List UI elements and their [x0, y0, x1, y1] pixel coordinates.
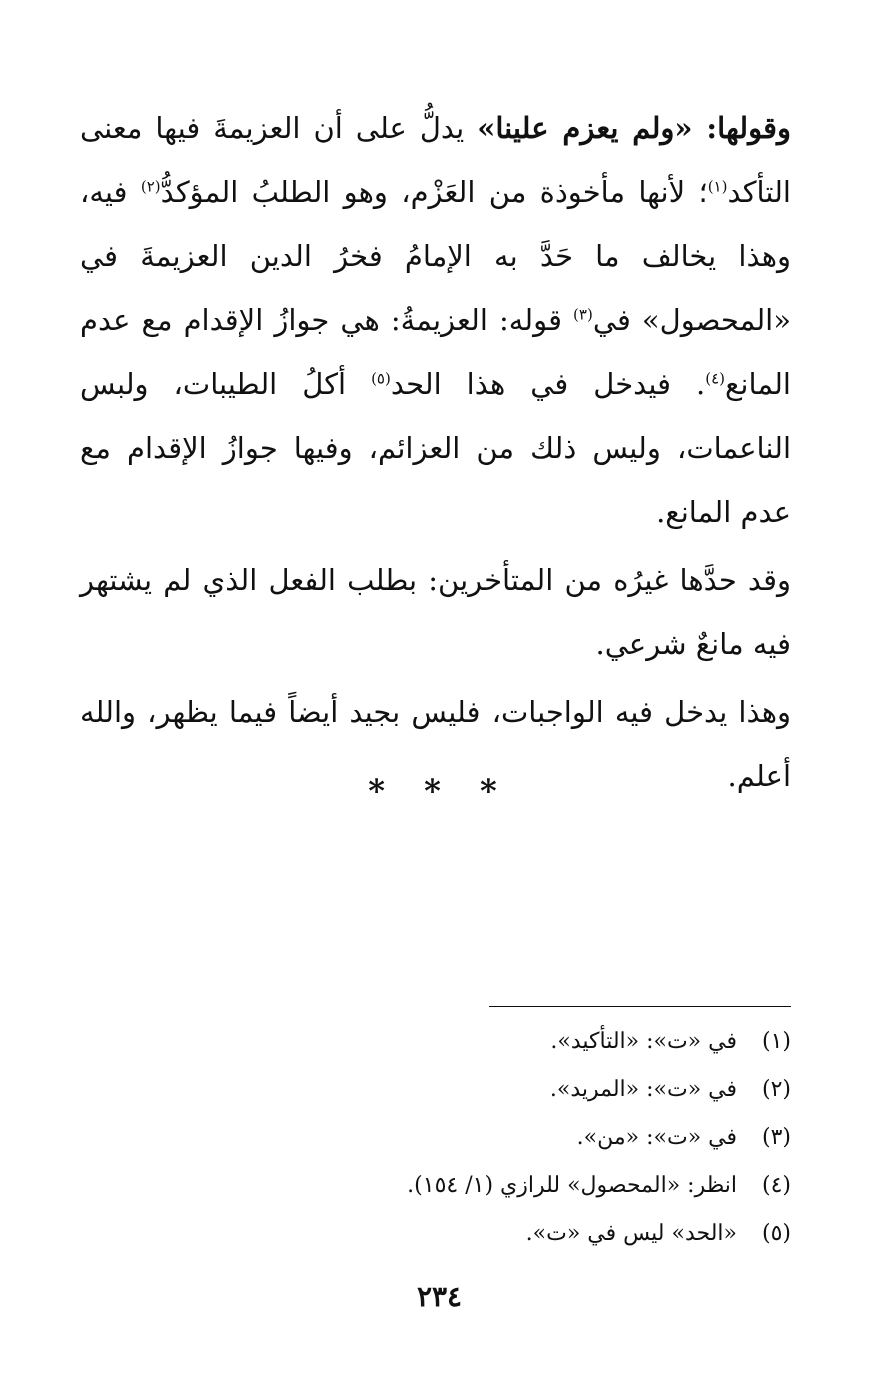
footnote-item: [91, 1018, 791, 1066]
section-divider: * * *: [368, 772, 511, 810]
main-text: [80, 96, 791, 808]
footnote-ref: (١): [707, 177, 728, 196]
text-segment: قوله: العزيمةُ: هي جوازُ الإقدام مع عدم المانع: [80, 303, 791, 401]
footnote-item: [91, 1114, 791, 1162]
paragraph-1: [80, 96, 791, 544]
footnote-number: (٥): [761, 1221, 791, 1246]
footnote-text: في «ت»: «من».: [576, 1125, 737, 1150]
footnote-ref: (٥): [371, 369, 391, 388]
footnote-item: [91, 1210, 791, 1258]
text-segment: وهذا يدخل فيه الواجبات، فليس بجيد أيضاً فيما يظهر، والله أعلم.: [80, 695, 791, 793]
footnote-text: «الحد» ليس في «ت».: [525, 1221, 737, 1246]
text-segment: أكلُ الطيبات، ولبس الناعمات، وليس ذلك من العزائم، وفيها جوازُ الإقدام مع عدم المانع.: [80, 367, 791, 529]
footnote-item: [91, 1066, 791, 1114]
footnote-ref: (٤): [705, 369, 725, 388]
text-segment: يدلُّ على أن العزيمةَ فيها معنى التأكد: [80, 111, 791, 209]
footnote-separator: [489, 1006, 791, 1007]
quoted-lead: وقولها: «ولم يعزم علينا»: [477, 111, 791, 145]
footnotes-list: [91, 1018, 791, 1258]
footnote-ref: (٢): [140, 177, 161, 196]
page-number: ٢٣٤: [416, 1280, 463, 1313]
text-segment: فيه، وهذا يخالف ما حَدَّ به الإمامُ فخرُ الدين العزيمةَ في «المحصول» في: [80, 175, 791, 337]
text-segment: وقد حدَّها غيرُه من المتأخرين: بطلب الفعل الذي لم يشتهر فيه مانعٌ شرعي.: [80, 563, 791, 661]
footnote-text: في «ت»: «التأكيد».: [550, 1029, 737, 1054]
footnote-number: (٤): [761, 1173, 791, 1198]
footnote-text: في «ت»: «المريد».: [549, 1077, 737, 1102]
footnote-ref: (٣): [573, 305, 593, 324]
text-segment: . فيدخل في هذا الحد: [390, 367, 706, 401]
footnote-number: (٢): [761, 1077, 791, 1102]
footnote-text: انظر: «المحصول» للرازي (١/ ١٥٤).: [407, 1173, 737, 1198]
text-segment: ؛ لأنها مأخوذة من العَزْم، وهو الطلبُ المؤكدُّ: [160, 175, 708, 209]
footnote-number: (٣): [761, 1125, 791, 1150]
footnote-number: (١): [761, 1029, 791, 1054]
paragraph-2: [80, 548, 791, 676]
footnote-item: [91, 1162, 791, 1210]
